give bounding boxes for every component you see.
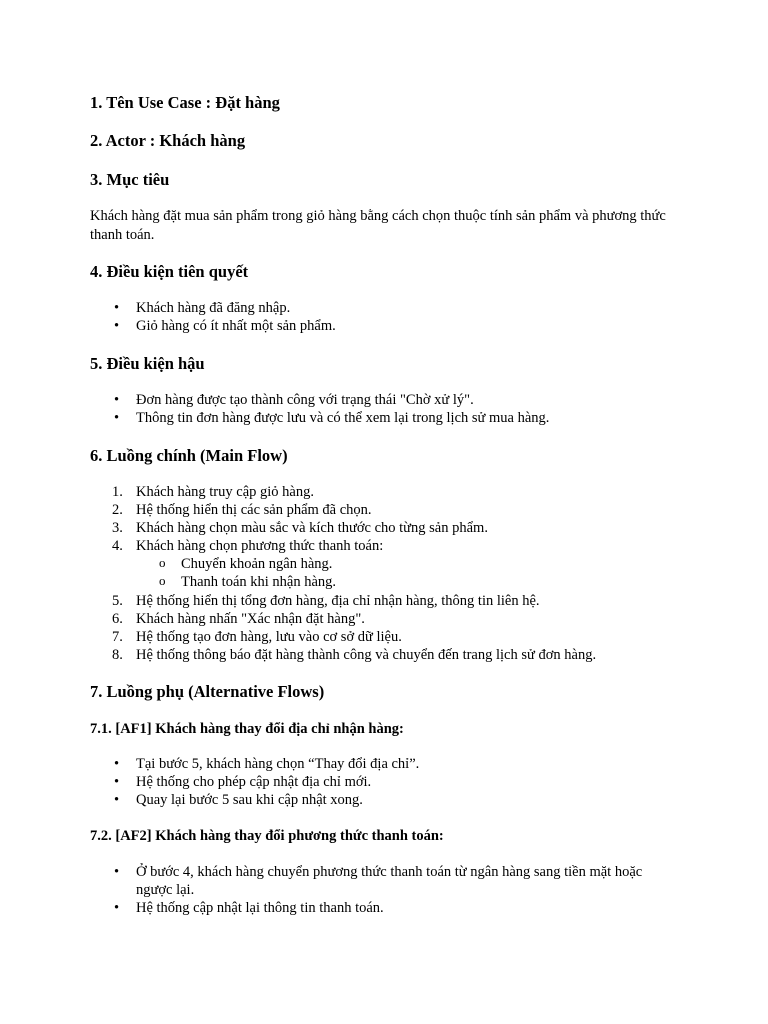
list-item: 4. Khách hàng chọn phương thức thanh toán: [112, 538, 384, 554]
list-item: • Quay lại bước 5 sau khi cập nhật xong. [136, 791, 676, 809]
list-item: • Hệ thống cho phép cập nhật địa chỉ mới. [136, 773, 676, 791]
list-item: 6. Khách hàng nhấn "Xác nhận đặt hàng". [112, 611, 365, 627]
list-item: • Hệ thống cập nhật lại thông tin thanh toán. [136, 899, 676, 917]
list-item: • Ở bước 4, khách hàng chuyển phương thức thanh toán từ ngân hàng sang tiền mặt hoặc ngược lại. [136, 863, 676, 899]
af2-list [136, 863, 676, 917]
list-item: • Đơn hàng được tạo thành công với trạng thái "Chờ xử lý". [136, 391, 676, 409]
heading-alternative-flows: 7. Luồng phụ (Alternative Flows) [90, 682, 325, 701]
payment-methods-sublist [181, 555, 681, 591]
list-item: 3. Khách hàng chọn màu sắc và kích thước cho từng sản phẩm. [112, 520, 488, 536]
list-item: 2. Hệ thống hiển thị các sản phẩm đã chọn. [112, 502, 372, 518]
heading-use-case-name: 1. Tên Use Case : Đặt hàng [90, 93, 280, 112]
heading-af2: 7.2. [AF2] Khách hàng thay đổi phương thức thanh toán: [90, 828, 444, 844]
list-item: o Chuyển khoản ngân hàng. [181, 555, 681, 573]
heading-preconditions: 4. Điều kiện tiên quyết [90, 262, 249, 281]
goal-paragraph: Khách hàng đặt mua sản phẩm trong giỏ hàng bằng cách chọn thuộc tính sản phẩm và phương thức thanh toán. [90, 208, 666, 243]
heading-af1: 7.1. [AF1] Khách hàng thay đổi địa chỉ nhận hàng: [90, 721, 404, 737]
list-item: 1. Khách hàng truy cập giỏ hàng. [112, 484, 314, 500]
list-item: • Tại bước 5, khách hàng chọn “Thay đổi địa chỉ”. [136, 755, 676, 773]
list-item: • Khách hàng đã đăng nhập. [136, 299, 676, 317]
af1-list [136, 755, 676, 809]
heading-goal: 3. Mục tiêu [90, 170, 170, 189]
main-flow-list-part1 [112, 483, 676, 555]
main-flow-list-part2 [112, 592, 676, 664]
list-item: 8. Hệ thống thông báo đặt hàng thành công và chuyển đến trang lịch sử đơn hàng. [112, 647, 597, 663]
preconditions-list [136, 299, 676, 335]
postconditions-list [136, 391, 676, 427]
list-item: 5. Hệ thống hiển thị tổng đơn hàng, địa chỉ nhận hàng, thông tin liên hệ. [112, 593, 540, 609]
list-item: • Thông tin đơn hàng được lưu và có thể xem lại trong lịch sử mua hàng. [136, 409, 676, 427]
list-item: 7. Hệ thống tạo đơn hàng, lưu vào cơ sở dữ liệu. [112, 629, 402, 645]
heading-postconditions: 5. Điều kiện hậu [90, 354, 205, 373]
list-item: o Thanh toán khi nhận hàng. [181, 573, 681, 591]
heading-main-flow: 6. Luồng chính (Main Flow) [90, 446, 288, 465]
list-item: • Giỏ hàng có ít nhất một sản phẩm. [136, 317, 676, 335]
heading-actor: 2. Actor : Khách hàng [90, 131, 246, 150]
